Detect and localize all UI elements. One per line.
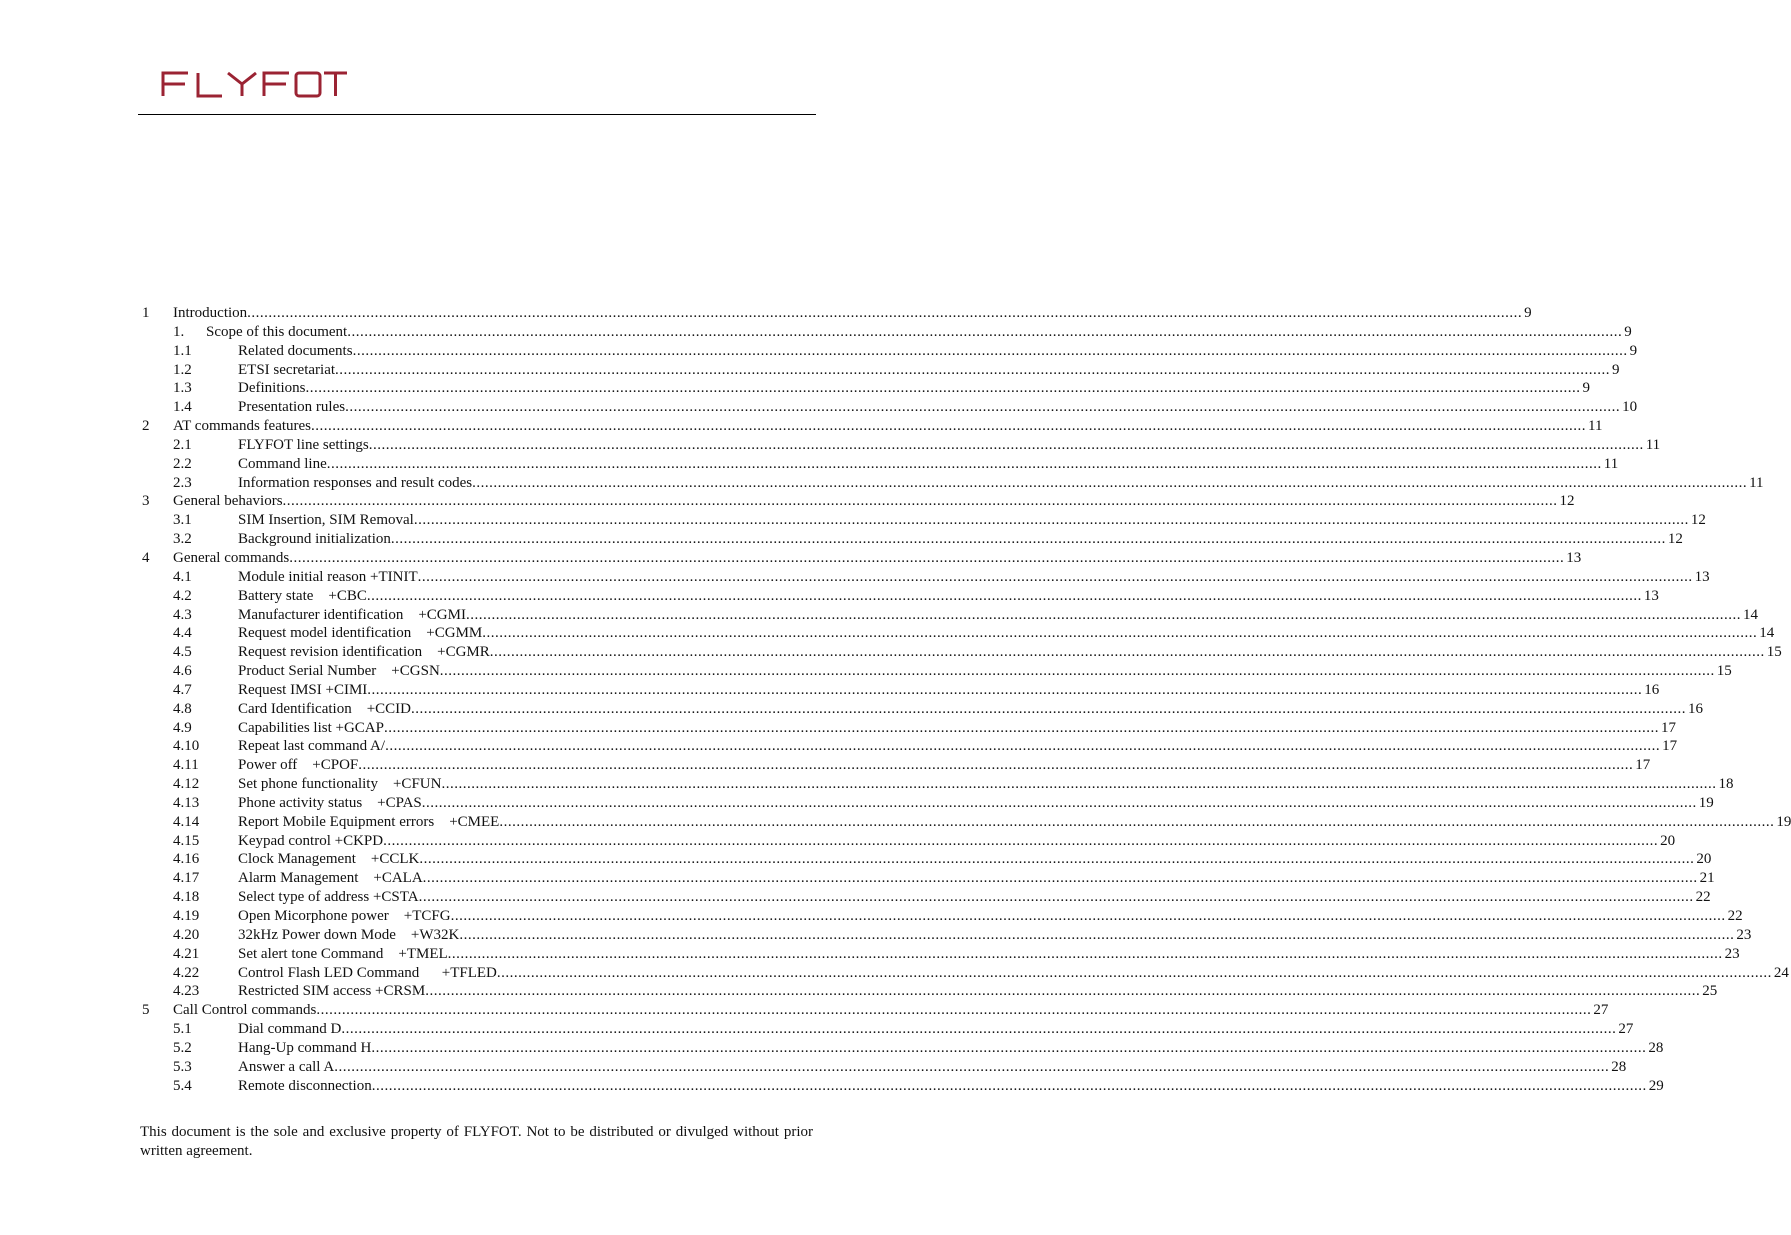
toc-dot-leader: ............................................................................................................................................................................................................................................................................................................	[450, 908, 1726, 924]
toc-entry-number: 1.2	[173, 361, 192, 378]
toc-dot-leader: ............................................................................................................................................................................................................................................................................................................	[345, 399, 1621, 416]
toc-entry[interactable]	[140, 1039, 1664, 1058]
toc-entry-page: 9	[1624, 323, 1632, 340]
toc-entry-title: Select type of address +CSTA	[238, 889, 419, 906]
toc-entry-page: 14	[1759, 625, 1775, 642]
toc-entry[interactable]	[140, 964, 1789, 983]
toc-entry[interactable]	[140, 982, 1718, 1001]
toc-entry-number: 5.3	[173, 1058, 192, 1075]
toc-entry-page: 11	[1603, 455, 1619, 472]
toc-entry-title: Module initial reason +TINIT	[238, 568, 418, 585]
toc-entry[interactable]	[140, 455, 1619, 474]
toc-entry-page: 12	[1690, 512, 1706, 529]
toc-entry-title: Request revision identification +CGMR	[238, 644, 490, 661]
toc-dot-leader: ............................................................................................................................................................................................................................................................................................................	[496, 964, 1772, 981]
toc-entry-number: 4.21	[173, 945, 200, 962]
toc-dot-leader: ............................................................................................................................................................................................................................................................................................................	[247, 305, 1523, 321]
toc-entry-page: 21	[1699, 870, 1715, 887]
toc-dot-leader: ............................................................................................................................................................................................................................................................................................................	[352, 342, 1628, 359]
toc-entry-title: Restricted SIM access +CRSM	[238, 983, 426, 1000]
toc-dot-leader: ............................................................................................................................................................................................................................................................................................................	[447, 945, 1723, 962]
toc-entry-page: 9	[1582, 380, 1590, 397]
toc-entry[interactable]	[140, 379, 1590, 398]
toc-entry[interactable]	[140, 436, 1661, 455]
toc-entry-number: 4.16	[173, 851, 200, 868]
toc-entry-page: 23	[1724, 945, 1740, 962]
toc-dot-leader: ............................................................................................................................................................................................................................................................................................................	[366, 587, 1642, 604]
toc-dot-leader: ............................................................................................................................................................................................................................................................................................................	[413, 512, 1689, 529]
toc-entry[interactable]	[140, 719, 1676, 738]
toc-entry[interactable]	[140, 1001, 1609, 1020]
toc-entry-number: 4.2	[173, 587, 192, 604]
toc-entry-number: 4.12	[173, 776, 200, 793]
toc-entry-number: 4.6	[173, 663, 192, 680]
toc-entry[interactable]	[140, 850, 1712, 869]
toc-entry-number: 4.18	[173, 889, 200, 906]
toc-entry-title: Power off +CPOF	[238, 757, 359, 774]
toc-dot-leader: ............................................................................................................................................................................................................................................................................................................	[334, 1058, 1610, 1075]
toc-entry-title: Report Mobile Equipment errors +CMEE	[238, 813, 500, 830]
toc-entry[interactable]	[140, 907, 1743, 926]
toc-entry-title: Scope of this document	[206, 323, 348, 340]
toc-entry-title: Request IMSI +CIMI	[238, 681, 368, 698]
toc-entry-title: Remote disconnection	[238, 1077, 372, 1094]
toc-entry-number: 1.	[173, 323, 185, 340]
toc-entry[interactable]	[140, 926, 1752, 945]
toc-entry-number: 4.11	[173, 757, 199, 774]
toc-entry-number: 4.14	[173, 813, 200, 830]
toc-entry-number: 3.1	[173, 512, 192, 529]
toc-entry-page: 16	[1644, 681, 1660, 698]
toc-entry-title: FLYFOT line settings	[238, 436, 369, 453]
toc-entry-number: 4.8	[173, 700, 192, 717]
toc-entry-title: Manufacturer identification +CGMI	[238, 606, 466, 623]
toc-entry-page: 11	[1588, 418, 1603, 435]
toc-dot-leader: ............................................................................................................................................................................................................................................................................................................	[383, 832, 1659, 849]
toc-entry-page: 24	[1773, 964, 1789, 981]
toc-entry[interactable]	[140, 813, 1791, 832]
toc-entry-page: 13	[1566, 549, 1582, 566]
toc-entry-title: SIM Insertion, SIM Removal	[238, 512, 414, 529]
toc-entry[interactable]	[140, 1020, 1634, 1039]
toc-entry-number: 4.23	[173, 983, 200, 1000]
toc-entry-title: Product Serial Number +CGSN	[238, 663, 440, 680]
toc-entry[interactable]	[140, 474, 1764, 493]
toc-entry[interactable]	[140, 775, 1734, 794]
toc-entry[interactable]	[140, 643, 1782, 662]
toc-entry-page: 13	[1643, 587, 1659, 604]
toc-entry-number: 4.7	[173, 681, 192, 698]
toc-entry[interactable]	[140, 737, 1678, 756]
toc-dot-leader: ............................................................................................................................................................................................................................................................................................................	[411, 700, 1687, 717]
toc-dot-leader: ............................................................................................................................................................................................................................................................................................................	[371, 1039, 1647, 1056]
toc-entry-number: 4.3	[173, 606, 192, 623]
toc-entry-page: 19	[1776, 813, 1791, 830]
toc-entry-number: 4.1	[173, 568, 192, 585]
toc-entry[interactable]	[140, 662, 1732, 681]
toc-entry-number: 1.3	[173, 380, 192, 397]
toc-entry[interactable]	[140, 549, 1582, 568]
toc-entry-title: Alarm Management +CALA	[238, 870, 423, 887]
toc-entry-title: Card Identification +CCID	[238, 700, 412, 717]
toc-dot-leader: ............................................................................................................................................................................................................................................................................................................	[358, 757, 1634, 774]
toc-entry[interactable]	[140, 888, 1711, 907]
toc-entry-number: 4.10	[173, 738, 200, 755]
confidentiality-notice: This document is the sole and exclusive property of FLYFOT. Not to be distributed or divulged without prior written agreement.	[140, 1124, 813, 1159]
toc-entry-title: AT commands features	[173, 418, 312, 435]
toc-entry-page: 25	[1702, 983, 1718, 1000]
toc-entry-page: 17	[1662, 738, 1678, 755]
toc-entry-title: Introduction	[173, 305, 248, 321]
toc-entry-title: Battery state +CBC	[238, 587, 367, 604]
toc-dot-leader: ............................................................................................................................................................................................................................................................................................................	[289, 549, 1565, 566]
toc-entry-title: Hang-Up command H	[238, 1039, 372, 1056]
toc-entry[interactable]	[140, 700, 1704, 719]
toc-entry-title: Information responses and result codes	[238, 474, 473, 491]
toc-entry-title: Set alert tone Command +TMEL	[238, 945, 448, 962]
toc-dot-leader: ............................................................................................................................................................................................................................................................................................................	[390, 531, 1666, 548]
toc-entry[interactable]	[140, 323, 1632, 342]
toc-entry-title: Related documents	[238, 342, 353, 359]
toc-entry-title: General commands	[173, 549, 290, 566]
toc-dot-leader: ............................................................................................................................................................................................................................................................................................................	[441, 776, 1717, 793]
toc-dot-leader: ............................................................................................................................................................................................................................................................................................................	[305, 380, 1581, 397]
toc-dot-leader: ............................................................................................................................................................................................................................................................................................................	[465, 606, 1741, 623]
toc-entry-number: 5.4	[173, 1077, 192, 1094]
toc-entry-title: Control Flash LED Command +TFLED	[238, 964, 497, 981]
toc-dot-leader: ............................................................................................................................................................................................................................................................................................................	[282, 493, 1558, 510]
toc-entry[interactable]	[140, 606, 1758, 625]
toc-entry-title: General behaviors	[173, 493, 283, 510]
toc-entry-title: 32kHz Power down Mode +W32K	[238, 926, 460, 943]
toc-dot-leader: ............................................................................................................................................................................................................................................................................................................	[368, 436, 1644, 453]
toc-entry-page: 9	[1524, 305, 1532, 321]
toc-entry-number: 5	[142, 1002, 150, 1019]
toc-entry-page: 27	[1593, 1002, 1609, 1019]
toc-dot-leader: ............................................................................................................................................................................................................................................................................................................	[385, 738, 1661, 755]
toc-entry-number: 3.2	[173, 531, 192, 548]
toc-entry-page: 11	[1645, 436, 1661, 453]
header-rule	[138, 114, 816, 115]
toc-entry-page: 23	[1736, 926, 1752, 943]
toc-entry-number: 4.4	[173, 625, 192, 642]
toc-dot-leader: ............................................................................................................................................................................................................................................................................................................	[371, 1077, 1647, 1094]
toc-entry[interactable]	[140, 492, 1575, 511]
toc-entry-number: 4.13	[173, 794, 200, 811]
toc-entry-number: 4.19	[173, 908, 200, 924]
toc-entry-title: Command line	[238, 455, 327, 472]
toc-entry-number: 4.17	[173, 870, 200, 887]
toc-entry-title: Request model identification +CGMM	[238, 625, 483, 642]
toc-entry-title: Capabilities list +GCAP	[238, 719, 384, 736]
toc-entry-number: 3	[142, 493, 150, 510]
toc-entry[interactable]	[140, 342, 1638, 361]
toc-entry-title: Presentation rules	[238, 399, 346, 416]
toc-entry-title: Clock Management +CCLK	[238, 851, 420, 868]
toc-entry-page: 13	[1694, 568, 1710, 585]
toc-entry[interactable]	[140, 945, 1740, 964]
toc-entry-page: 18	[1718, 776, 1734, 793]
toc-entry-number: 5.1	[173, 1021, 192, 1038]
toc-entry-number: 4.15	[173, 832, 200, 849]
toc-entry-page: 15	[1766, 644, 1782, 661]
toc-dot-leader: ............................................................................................................................................................................................................................................................................................................	[459, 926, 1735, 943]
toc-entry-title: Definitions	[238, 380, 306, 397]
toc-entry[interactable]	[140, 624, 1775, 643]
toc-entry-number: 4.22	[173, 964, 200, 981]
toc-entry[interactable]	[140, 398, 1638, 417]
toc-dot-leader: ............................................................................................................................................................................................................................................................................................................	[383, 719, 1659, 736]
toc-dot-leader: ............................................................................................................................................................................................................................................................................................................	[425, 983, 1701, 1000]
toc-entry-number: 2.1	[173, 436, 192, 453]
toc-dot-leader: ............................................................................................................................................................................................................................................................................................................	[341, 1021, 1617, 1038]
toc-entry-number: 1.1	[173, 342, 192, 359]
toc-dot-leader: ............................................................................................................................................................................................................................................................................................................	[422, 870, 1698, 887]
toc-dot-leader: ............................................................................................................................................................................................................................................................................................................	[439, 663, 1715, 680]
toc-entry-number: 4	[142, 549, 150, 566]
toc-entry-number: 2.3	[173, 474, 192, 491]
toc-entry-title: Answer a call A	[238, 1058, 335, 1075]
toc-entry-number: 2.2	[173, 455, 192, 472]
toc-entry-title: Background initialization	[238, 531, 391, 548]
toc-entry[interactable]	[140, 794, 1714, 813]
toc-entry-page: 19	[1698, 794, 1714, 811]
toc-entry-title: Dial command D	[238, 1021, 342, 1038]
toc-entry-page: 17	[1635, 757, 1651, 774]
toc-dot-leader: ............................................................................................................................................................................................................................................................................................................	[418, 889, 1694, 906]
toc-entry-number: 2	[142, 418, 150, 435]
toc-entry[interactable]	[140, 681, 1660, 700]
toc-dot-leader: ............................................................................................................................................................................................................................................................................................................	[367, 681, 1643, 698]
toc-entry-page: 29	[1648, 1077, 1664, 1094]
toc-entry[interactable]	[140, 869, 1715, 888]
toc-entry-title: Repeat last command A/	[238, 738, 386, 755]
toc-entry[interactable]	[140, 832, 1676, 851]
toc-entry[interactable]	[140, 1077, 1664, 1096]
toc-entry[interactable]	[140, 361, 1620, 380]
toc-entry[interactable]	[140, 417, 1603, 436]
toc-entry-page: 20	[1660, 832, 1676, 849]
toc-entry-number: 1	[142, 305, 150, 321]
toc-entry[interactable]	[140, 530, 1683, 549]
toc-dot-leader: ............................................................................................................................................................................................................................................................................................................	[316, 1002, 1592, 1019]
toc-entry-page: 12	[1667, 531, 1683, 548]
toc-entry-title: Call Control commands	[173, 1002, 317, 1019]
toc-entry-page: 12	[1559, 493, 1575, 510]
toc-dot-leader: ............................................................................................................................................................................................................................................................................................................	[335, 361, 1611, 378]
table-of-contents	[140, 304, 1791, 1095]
toc-entry-page: 22	[1727, 908, 1743, 924]
toc-entry-page: 11	[1749, 474, 1764, 491]
toc-entry-page: 28	[1611, 1058, 1627, 1075]
toc-dot-leader: ............................................................................................................................................................................................................................................................................................................	[489, 644, 1765, 661]
toc-entry[interactable]	[140, 511, 1706, 530]
toc-entry-title: Open Micorphone power +TCFG	[238, 908, 451, 924]
toc-entry[interactable]	[140, 568, 1710, 587]
toc-entry-page: 22	[1695, 889, 1711, 906]
toc-entry-title: Set phone functionality +CFUN	[238, 776, 442, 793]
toc-entry-number: 5.2	[173, 1039, 192, 1056]
toc-entry-number: 4.5	[173, 644, 192, 661]
toc-entry-page: 16	[1688, 700, 1704, 717]
toc-dot-leader: ............................................................................................................................................................................................................................................................................................................	[419, 851, 1695, 868]
toc-entry[interactable]	[140, 1058, 1627, 1077]
toc-entry-page: 17	[1660, 719, 1676, 736]
toc-entry-page: 10	[1622, 399, 1638, 416]
flyfot-logo	[160, 70, 348, 98]
toc-entry-page: 15	[1716, 663, 1732, 680]
toc-dot-leader: ............................................................................................................................................................................................................................................................................................................	[421, 794, 1697, 811]
toc-entry-title: Keypad control +CKPD	[238, 832, 384, 849]
toc-entry[interactable]	[140, 756, 1651, 775]
toc-entry-title: Phone activity status +CPAS	[238, 794, 422, 811]
toc-entry-title: ETSI secretariat	[238, 361, 336, 378]
toc-entry-page: 20	[1696, 851, 1712, 868]
toc-dot-leader: ............................................................................................................................................................................................................................................................................................................	[417, 568, 1693, 585]
toc-entry-page: 9	[1612, 361, 1620, 378]
toc-entry-page: 14	[1742, 606, 1758, 623]
toc-entry[interactable]	[140, 587, 1659, 606]
toc-entry-page: 27	[1618, 1021, 1634, 1038]
toc-entry-number: 4.9	[173, 719, 192, 736]
toc-dot-leader: ............................................................................................................................................................................................................................................................................................................	[472, 474, 1748, 491]
toc-dot-leader: ............................................................................................................................................................................................................................................................................................................	[326, 455, 1602, 472]
toc-entry[interactable]	[140, 304, 1532, 323]
toc-entry-page: 9	[1629, 342, 1638, 359]
toc-dot-leader: ............................................................................................................................................................................................................................................................................................................	[347, 323, 1623, 340]
toc-entry-number: 1.4	[173, 399, 192, 416]
toc-dot-leader: ............................................................................................................................................................................................................................................................................................................	[311, 418, 1587, 435]
toc-entry-number: 4.20	[173, 926, 200, 943]
toc-entry-page: 28	[1648, 1039, 1664, 1056]
toc-dot-leader: ............................................................................................................................................................................................................................................................................................................	[482, 625, 1758, 642]
toc-dot-leader: ............................................................................................................................................................................................................................................................................................................	[499, 813, 1775, 830]
